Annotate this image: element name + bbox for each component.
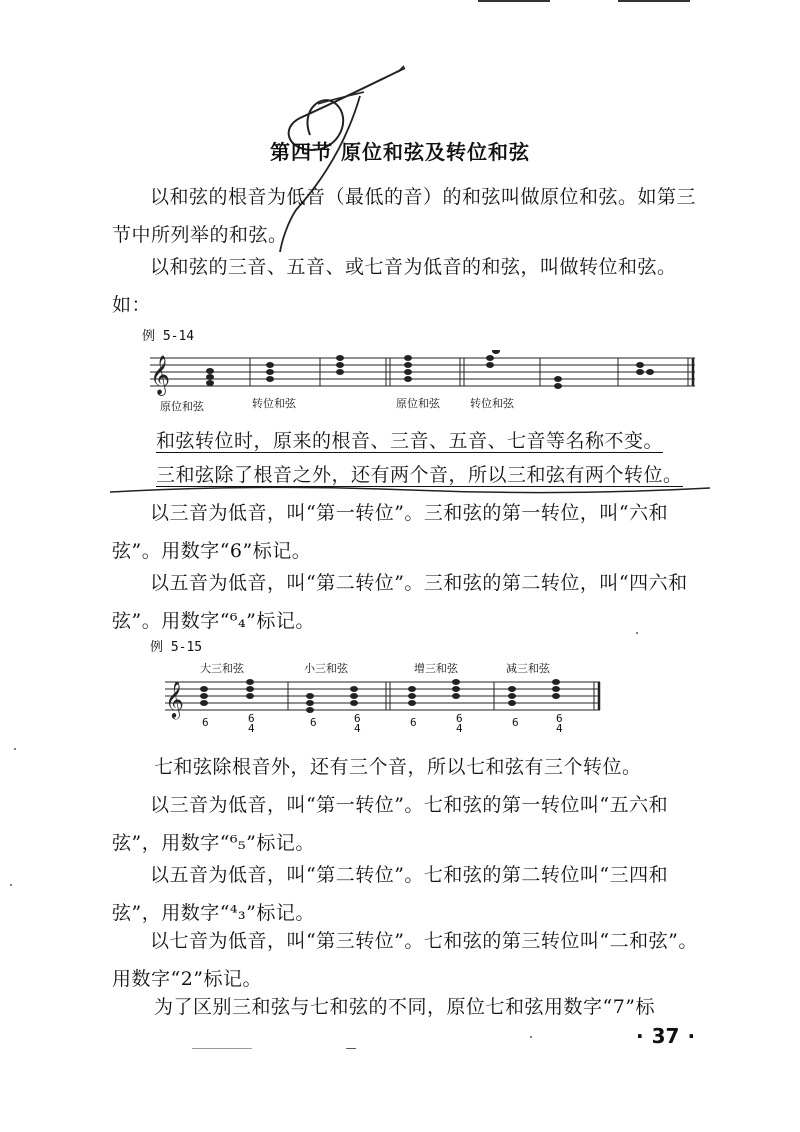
scan-speck	[10, 884, 12, 886]
example-5-14-caption-4: 转位和弦	[470, 397, 514, 410]
figure-5: 6	[410, 716, 417, 729]
paragraph-1: 以和弦的根音为低音（最低的音）的和弦叫做原位和弦。如第三节中所列举的和弦。	[112, 186, 697, 246]
chord-name-augmented: 增三和弦	[414, 662, 458, 675]
paragraph-4-text: 三和弦除了根音之外，还有两个音，所以三和弦有两个转位。	[156, 464, 683, 486]
paragraph-7: 七和弦除根音外，还有三个音，所以七和弦有三个转位。	[154, 756, 642, 778]
figure-8-lower: 4	[556, 722, 563, 735]
figure-2-lower: 4	[248, 722, 255, 735]
paragraph-9: 以五音为低音，叫“第二转位”。七和弦的第二转位叫“三四和弦”，用数字“⁴₃”标记。	[112, 864, 669, 924]
figure-3: 6	[310, 716, 317, 729]
paragraph-3-underlined	[156, 422, 716, 460]
figure-4: 6	[354, 712, 361, 725]
example-5-14-label: 例 5-14	[142, 329, 195, 344]
figure-7: 6	[512, 716, 519, 729]
page-number-value: 37	[651, 1024, 680, 1048]
paragraph-8: 以三音为低音，叫“第一转位”。七和弦的第一转位叫“五六和弦”，用数字“⁶₅”标记。	[112, 794, 669, 854]
svg-text:𝄞: 𝄞	[165, 680, 184, 718]
figure-6: 6	[456, 712, 463, 725]
scan-speck	[346, 1048, 356, 1049]
example-5-15-staff	[160, 674, 610, 724]
example-5-14-caption-3: 原位和弦	[396, 397, 440, 410]
paragraph-2: 以和弦的三音、五音、或七音为低音的和弦，叫做转位和弦。如：	[112, 256, 677, 316]
example-5-14-caption-1: 原位和弦	[160, 400, 204, 413]
section-heading: 第四节 原位和弦及转位和弦	[270, 140, 530, 164]
chord-name-major: 大三和弦	[200, 662, 244, 675]
example-5-14-caption-2: 转位和弦	[252, 397, 296, 410]
scan-speck	[636, 632, 638, 634]
paragraph-5: 以三音为低音，叫“第一转位”。三和弦的第一转位，叫“六和弦”。用数字“6”标记。	[112, 502, 669, 562]
page-number: · 37 ·	[636, 1024, 696, 1048]
paragraph-11: 为了区别三和弦与七和弦的不同，原位七和弦用数字“7”标	[154, 996, 656, 1018]
figure-2: 6	[248, 712, 255, 725]
example-5-15-label: 例 5-15	[150, 640, 203, 655]
paragraph-10: 以七音为低音，叫“第三转位”。七和弦的第三转位叫“二和弦”。用数字“2”标记。	[112, 930, 698, 990]
figure-8: 6	[556, 712, 563, 725]
figure-6-lower: 4	[456, 722, 463, 735]
figure-4-lower: 4	[354, 722, 361, 735]
chord-name-minor: 小三和弦	[304, 662, 348, 675]
paragraph-6: 以五音为低音，叫“第二转位”。三和弦的第二转位，叫“四六和弦”。用数字“⁶₄”标记。	[112, 572, 688, 632]
scan-speck	[192, 1048, 252, 1049]
chord-name-diminished: 减三和弦	[506, 662, 550, 675]
figure-1: 6	[202, 716, 209, 729]
paragraph-3-text: 和弦转位时，原来的根音、三音、五音、七音等名称不变。	[156, 430, 664, 452]
scan-speck	[14, 748, 16, 750]
scan-speck	[530, 1036, 532, 1038]
svg-text:𝄞: 𝄞	[150, 355, 171, 395]
